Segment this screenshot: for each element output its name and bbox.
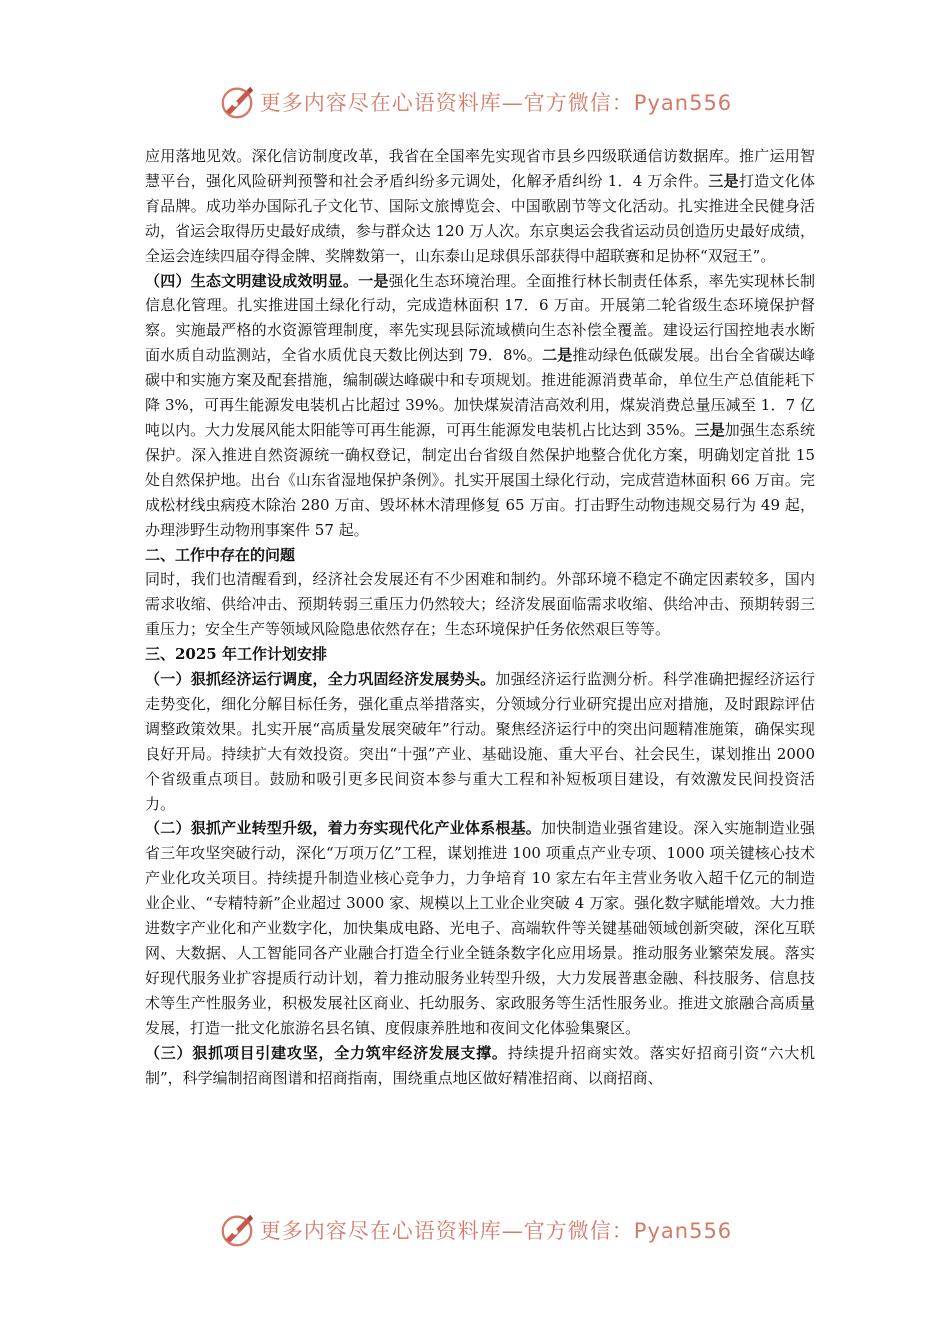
body-paragraph [145, 144, 815, 269]
bold-run: （三）狠抓项目引建攻坚，全力筑牢经济发展支撑。 [145, 1043, 508, 1062]
body-paragraph [145, 269, 815, 543]
bold-run: （二）狠抓产业转型升级，着力夯实现代化产业体系根基。 [145, 819, 542, 838]
body-paragraph [145, 567, 815, 642]
bold-run: 三是 [694, 420, 725, 439]
document-body [145, 144, 815, 1090]
pen-circle-logo-icon [218, 83, 256, 121]
body-paragraph [145, 1041, 815, 1091]
bold-run: （四）生态文明建设成效明显。一是 [145, 271, 389, 290]
text-run: 加强经济运行监测分析。科学准确把握经济运行走势变化，细化分解目标任务，强化重点举措落实，分领域分行业研究提出应对措施，及时跟踪评估调整政策效果。扎实开展“高质量发展突破年”行动。聚焦经济运行中的突出问题精准施策，确保实现良好开局。持续扩大有效投资。突出“十强”产业、基础设施、重大平台、社会民生，谋划推出 2000 个省级重点项目。鼓励和吸引更多民间资本参与重大工程和补短板项目建设，有效激发民间投资活力。 [145, 670, 815, 813]
text-run: 加快制造业强省建设。深入实施制造业强省三年攻坚突破行动，深化“万项万亿”工程，谋划推进 100 项重点产业专项、1000 项关键核心技术产业化攻关项目。持续提升制造业核心竞争力，力争培育 10 家左右年主营业务收入超千亿元的制造业企业、“专精特新”企业超过 3000 家、规模以上工业企业突破 4 万家。强化数字赋能增效。大力推进数字产业化和产业数字化，加快集成电路、光电子、高端软件等关键基础领域创新突破，深化互联网、大数据、人工智能同各产业融合打造全行业全链条数字化应用场景。推动服务业繁荣发展。落实好现代服务业扩容提质行动计划，着力推动服务业转型升级，大力发展普惠金融、科技服务、信息技术等生产性服务业，积极发展社区商业、托幼服务、家政服务等生活性服务业。推进文旅融合高质量发展，打造一批文化旅游名县名镇、度假康养胜地和夜间文化体验集聚区。 [145, 819, 815, 1037]
bold-run: 三、2025 年工作计划安排 [145, 645, 327, 664]
footer-watermark-banner [0, 1208, 950, 1252]
watermark-text: 更多内容尽在心语资料库—官方微信：Pyan556 [259, 91, 733, 115]
section-heading [145, 543, 815, 568]
text-run: 应用落地见效。深化信访制度改革，我省在全国率先实现省市县乡四级联通信访数据库。推广运用智慧平台，强化风险研判预警和社会矛盾纠纷多元调处，化解矛盾纠纷 1．4 万余件。 [145, 147, 815, 190]
bold-run: 二是 [542, 346, 573, 365]
text-run: 打造文化体育品牌。成功举办国际孔子文化节、国际文旅博览会、中国歌剧节等文化活动。扎实推进全民健身活动，省运会取得历史最好成绩，参与群众达 120 万人次。东京奥运会我省运动员创造历史最好成绩，全运会连续四届夺得金牌、奖牌数第一，山东泰山足球俱乐部获得中超联赛和足协杯“双冠王”。 [145, 171, 815, 265]
text-run: 强化生态环境治理。全面推行林长制责任体系，率先实现林长制信息化管理。扎实推进国土绿化行动，完成造林面积 17．6 万亩。开展第二轮省级生态环境保护督察。实施最严格的水资源管理制度，率先实现县际流域横向生态补偿全覆盖。建设运行国控地表水断面水质自动监测站，全省水质优良天数比例达到 79．8%。 [145, 271, 815, 365]
body-paragraph [145, 816, 815, 1040]
body-paragraph [145, 667, 815, 816]
bold-run: 二、工作中存在的问题 [145, 545, 296, 564]
text-run: 加强生态系统保护。深入推进自然资源统一确权登记，制定出台省级自然保护地整合优化方案，明确划定首批 15 处自然保护地。出台《山东省湿地保护条例》。扎实开展国土绿化行动，完成营造林面积 66 万亩。完成松材线虫病疫木除治 280 万亩、毁坏林木清理修复 65 万亩。打击野生动物违规交易行为 49 起，办理涉野生动物刑事案件 57 起。 [145, 420, 815, 539]
bold-run: 三是 [708, 171, 739, 190]
pen-circle-logo-icon [218, 1211, 256, 1249]
bold-run: （一）狠抓经济运行调度，全力巩固经济发展势头。 [145, 670, 496, 689]
watermark-text: 更多内容尽在心语资料库—官方微信：Pyan556 [259, 1219, 733, 1243]
text-run: 持续提升招商实效。落实好招商引资“六大机制”，科学编制招商图谱和招商指南，围绕重点地区做好精准招商、以商招商、 [145, 1043, 815, 1087]
section-heading [145, 642, 815, 667]
text-run: 同时，我们也清醒看到，经济社会发展还有不少困难和制约。外部环境不稳定不确定因素较多，国内需求收缩、供给冲击、预期转弱三重压力仍然较大；经济发展面临需求收缩、供给冲击、预期转弱三重压力；安全生产等领域风险隐患依然存在；生态环境保护任务依然艰巨等等。 [145, 570, 815, 639]
header-watermark-banner [0, 80, 950, 124]
text-run: 推动绿色低碳发展。出台全省碳达峰碳中和实施方案及配套措施，编制碳达峰碳中和专项规划。推进能源消费革命，单位生产总值能耗下降 3%，可再生能源发电装机占比超过 39%。加快煤炭清洁高效利用，煤炭消费总量压减至 1．7 亿吨以内。大力发展风能太阳能等可再生能源，可再生能源发电装机占比达到 35%。 [145, 346, 815, 439]
